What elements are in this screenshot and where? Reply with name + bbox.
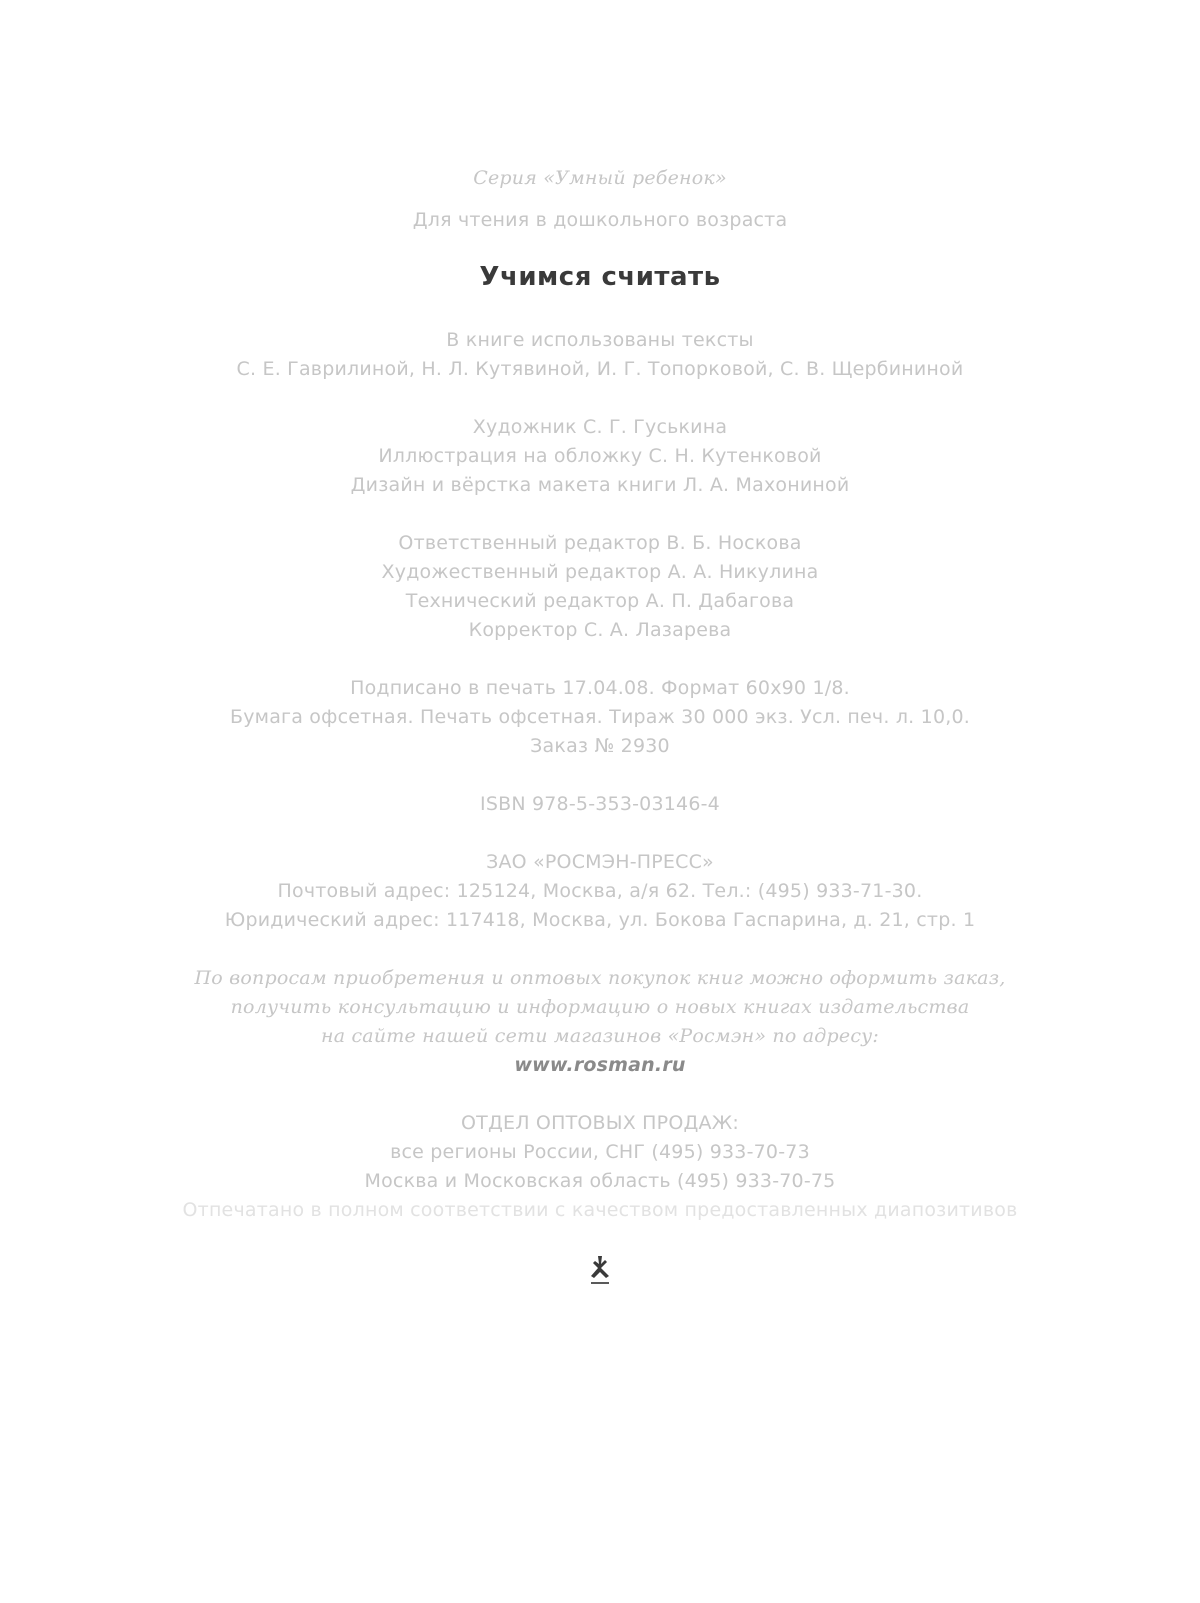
audience-line: Для чтения в дошкольного возраста: [412, 209, 788, 231]
isbn: ISBN 978-5-353-03146-4: [480, 793, 720, 815]
publisher-line: ЗАО «РОСМЭН-ПРЕСС»: [486, 851, 714, 873]
publisher-line: Юридический адрес: 117418, Москва, ул. Бокова Гаспарина, д. 21, стр. 1: [224, 909, 976, 931]
editor-line: Корректор С. А. Лазарева: [468, 619, 732, 641]
print-info-line: Заказ № 2930: [530, 735, 670, 757]
info-block: [0, 964, 1200, 1080]
print-info-line: Бумага офсетная. Печать офсетная. Тираж 30 000 экз. Усл. печ. л. 10,0.: [229, 706, 971, 728]
series-line: Серия «Умный ребенок»: [473, 167, 727, 189]
sales-line: Отпечатано в полном соответствии с качеством предоставленных диапозитивов: [182, 1199, 1018, 1221]
sales-line: все регионы России, СНГ (495) 933-70-73: [390, 1141, 810, 1163]
texts-used-block: [0, 326, 1200, 384]
texts-used-intro: В книге использованы тексты: [446, 329, 754, 351]
book-title: Учимся считать: [479, 262, 721, 292]
website-link[interactable]: www.rosman.ru: [514, 1054, 686, 1076]
credit-line: Иллюстрация на обложку С. Н. Кутенковой: [378, 445, 822, 467]
editor-line: Технический редактор А. П. Дабагова: [405, 590, 795, 612]
rosman-logo-icon: [585, 1252, 615, 1292]
info-line: По вопросам приобретения и оптовых покупок книг можно оформить заказ,: [194, 967, 1006, 989]
credits-block: [0, 413, 1200, 500]
sales-line: Москва и Московская область (495) 933-70-75: [364, 1170, 836, 1192]
publisher-line: Почтовый адрес: 125124, Москва, а/я 62. Тел.: (495) 933-71-30.: [277, 880, 923, 902]
publisher-block: [0, 848, 1200, 935]
editor-line: Ответственный редактор В. Б. Носкова: [398, 532, 802, 554]
print-info-block: [0, 674, 1200, 761]
texts-used-authors: С. Е. Гаврилиной, Н. Л. Кутявиной, И. Г. Топорковой, С. В. Щербининой: [236, 358, 964, 380]
credit-line: Художник С. Г. Гуськина: [472, 416, 728, 438]
info-line: получить консультацию и информацию о новых книгах издательства: [230, 996, 970, 1018]
print-info-line: Подписано в печать 17.04.08. Формат 60х90 1/8.: [350, 677, 850, 699]
sales-line: ОТДЕЛ ОПТОВЫХ ПРОДАЖ:: [460, 1112, 739, 1134]
credit-line: Дизайн и вёрстка макета книги Л. А. Махониной: [350, 474, 850, 496]
editors-block: [0, 529, 1200, 645]
colophon: [0, 164, 1200, 1254]
sales-block: [0, 1109, 1200, 1225]
isbn-block: [0, 790, 1200, 819]
editor-line: Художественный редактор А. А. Никулина: [381, 561, 819, 583]
info-line: на сайте нашей сети магазинов «Росмэн» по адресу:: [320, 1025, 879, 1047]
